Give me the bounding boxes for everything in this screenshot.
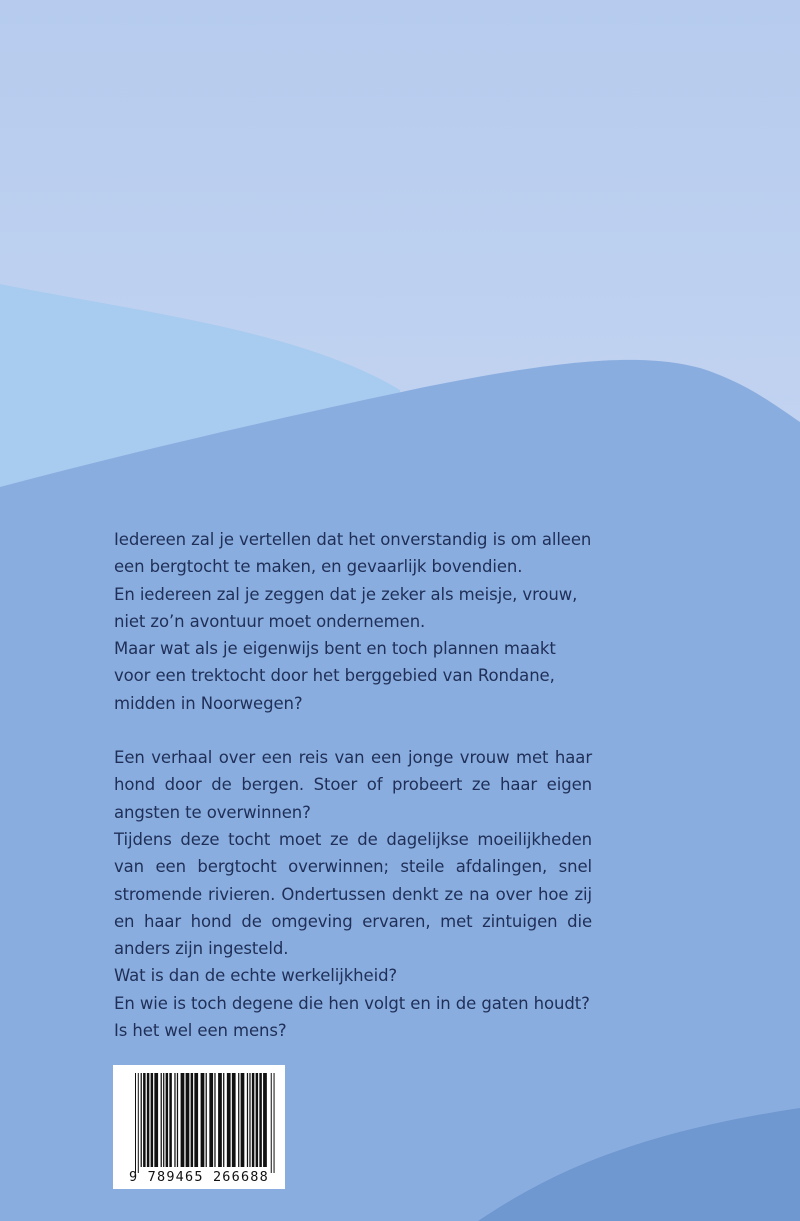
barcode-bar [151,1073,154,1167]
barcode-bar [163,1073,164,1167]
barcode-bar [181,1073,185,1167]
blurb-paragraph: Is het wel een mens? [114,1021,287,1041]
blurb-paragraph: Wat is dan de echte werkelijkheid? [114,966,398,986]
isbn-barcode [113,1065,285,1189]
barcode-bar [206,1073,207,1167]
barcode-bar [143,1073,146,1167]
blurb-paragraph: Maar wat als je eigenwijs bent en toch plannen maakt voor een trektocht door het berggebied van Rondane, midden in Noorwegen? [114,639,556,713]
barcode-bar [238,1073,239,1167]
barcode-bar [201,1073,205,1167]
barcode-bar [223,1073,224,1167]
barcode-bar [174,1073,175,1167]
barcode-bar [169,1073,172,1167]
barcode-bar [147,1073,150,1167]
back-cover-blurb [114,526,592,1044]
barcode-bar [166,1073,169,1167]
barcode-bar [274,1073,275,1173]
barcode-bar [194,1073,198,1167]
barcode-bar [138,1073,139,1173]
blurb-paragraph: Een verhaal over een reis van een jonge vrouw met haar hond door de bergen. Stoer of probeert ze haar eigen angsten te overwinnen? [114,748,592,822]
barcode-bar [209,1073,213,1167]
barcode-bar [252,1073,255,1167]
barcode-bar [241,1073,245,1167]
barcode-bar [135,1073,136,1173]
barcode-bar [263,1073,267,1167]
blurb-paragraph: En iedereen zal je zeggen dat je zeker als meisje, vrouw, niet zo’n avontuur moet ondernemen. [114,584,578,631]
blurb-paragraph: En wie is toch degene die hen volgt en in de gaten houdt? [114,993,590,1013]
barcode-bar [232,1073,236,1167]
blurb-paragraph: Iedereen zal je vertellen dat het onverstandig is om alleen een bergtocht te maken, en gevaarlijk bovendien. [114,530,592,577]
barcode-bar [256,1073,259,1167]
barcode-bar [177,1073,178,1167]
barcode-bar [191,1073,194,1167]
barcode-bar [214,1073,215,1167]
barcode-bar [259,1073,262,1167]
barcode-bar [141,1073,142,1167]
barcode-bar [249,1073,250,1167]
barcode-bar [271,1073,272,1173]
barcode-bar [186,1073,190,1167]
blurb-paragraph: Tijdens deze tocht moet ze de dagelijkse moeilijkheden van een bergtocht overwinnen; steile afdalingen, snel stromende rivieren. Ondertussen denkt ze na over hoe zij en haar hond de omgeving ervaren, met zintuigen die anders zijn ingesteld. [114,829,592,959]
barcode-bar [247,1073,248,1167]
isbn-number: 9 789465 266688 [129,1169,269,1185]
barcode-bar [218,1073,222,1167]
barcode-bar [227,1073,231,1167]
barcode-bar [161,1073,162,1167]
barcode-bar [154,1073,158,1167]
